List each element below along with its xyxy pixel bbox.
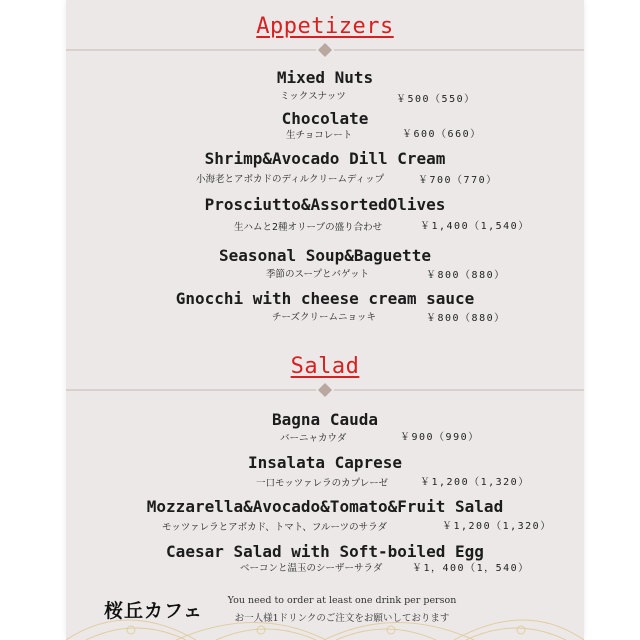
item-name: Bagna Cauda [272,410,378,429]
item-japanese-name: ベーコンと温玉のシーザーサラダ [240,563,383,574]
item-price: ￥700（770） [418,175,498,186]
cafe-logo: 桜丘カフェ [104,600,204,622]
item-name: Mozzarella&Avocado&Tomato&Fruit Salad [146,497,504,516]
item-name: Chocolate [281,109,369,128]
item-name: Gnocchi with cheese cream sauce [175,289,475,308]
item-japanese-name: 小海老とアボカドのディルクリームディップ [196,174,385,185]
item-japanese-name: ミックスナッツ [280,91,346,102]
item-price: ￥600（660） [402,129,482,140]
item-name: Seasonal Soup&Baguette [219,246,431,265]
item-name: Prosciutto&AssortedOlives [204,195,446,214]
item-price: ￥800（880） [426,313,506,324]
drink-notice-en: You need to order at least one drink per person [227,595,457,606]
item-price: ￥1,200（1,320） [420,477,530,488]
item-japanese-name: モッツァレラとアボカド、トマト、フルーツのサラダ [162,522,388,533]
item-japanese-name: 生ハムと2種オリーブの盛り合わせ [234,222,383,233]
item-price: ￥500（550） [396,94,476,105]
item-japanese-name: バーニャカウダ [280,433,347,444]
salad-title: Salad [290,354,360,379]
item-price: ￥900（990） [400,432,480,443]
item-japanese-name: 季節のスープとバゲット [266,269,370,280]
appetizers-title: Appetizers [256,14,394,39]
item-name: Caesar Salad with Soft-boiled Egg [166,542,484,561]
item-japanese-name: 一口モッツァレラのカプレーゼ [256,478,389,489]
item-name: Insalata Caprese [247,453,403,472]
item-price: ￥800（880） [426,270,506,281]
item-japanese-name: 生チョコレート [286,130,353,141]
menu-page [66,0,584,640]
item-price: ￥1,200（1,320） [442,521,552,532]
item-name: Shrimp&Avocado Dill Cream [204,149,446,168]
item-name: Mixed Nuts [276,68,374,87]
drink-notice-jp: お一人様1ドリンクのご注文をお願いしております [234,613,450,624]
item-price: ￥1，400（1，540） [412,563,530,574]
ornament-divider [66,382,584,398]
item-japanese-name: チーズクリームニョッキ [272,312,377,323]
item-price: ￥1,400（1,540） [420,221,530,232]
ornament-divider [66,42,584,58]
